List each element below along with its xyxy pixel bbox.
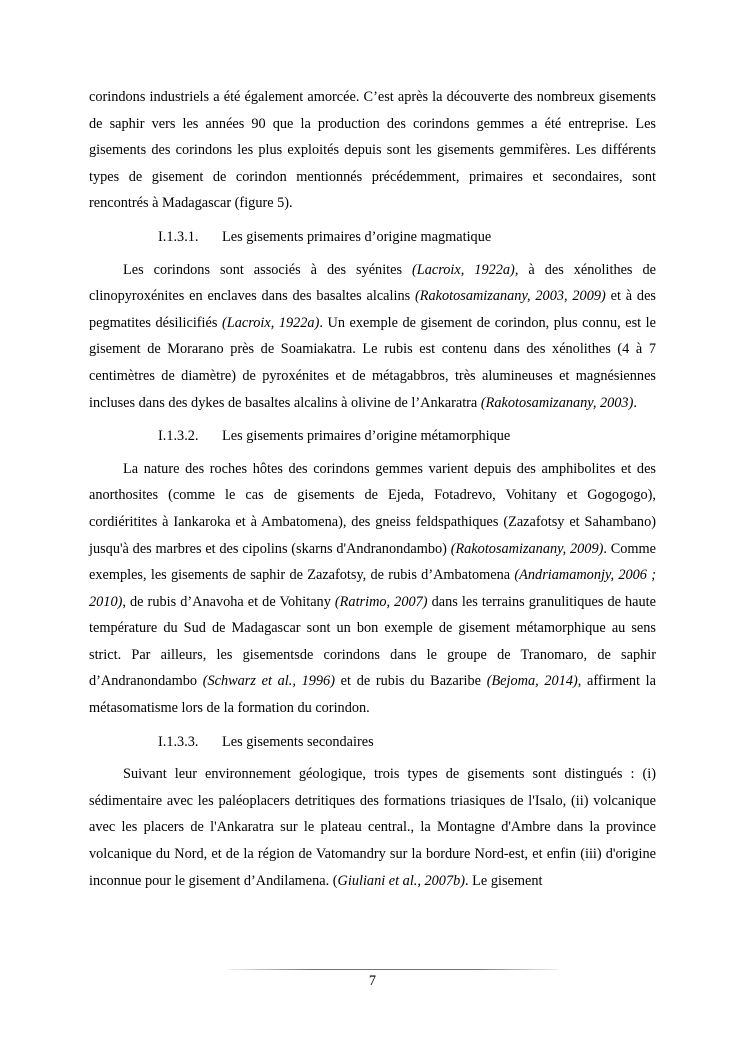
body-text: [89, 84, 656, 894]
section-title: Les gisements primaires d’origine magmatique: [222, 228, 492, 245]
section-number: I.1.3.2.: [158, 428, 199, 445]
paragraph-secondary: Suivant leur environnement géologique, trois types de gisements sont distingués : (i) sédimentaire avec les paléoplacers detritiques des formations triasiques de l'Isalo, (ii) volcanique avec les placers de l'Ankaratra sur le plateau central., la Montagne d'Ambre dans la province volcanique du Nord, et de la région de Vatomandry sur la bordure Nord-est, et enfin (iii) d'origine inconnue pour le gisement d’Andilamena. (Giuliani et al., 2007b). Le gisement: [89, 766, 656, 889]
section-heading-1-1-3-2: [89, 423, 656, 450]
page-number: 7: [368, 973, 377, 989]
section-title: Les gisements primaires d’origine métamorphique: [222, 428, 511, 445]
paragraph-magmatic: Les corindons sont associés à des syénites (Lacroix, 1922a), à des xénolithes de clinopyroxénites en enclaves dans des basaltes alcalins (Rakotosamizanany, 2003, 2009) et à des pegmatites désilicifiés (Lacroix, 1922a). Un exemple de gisement de corindon, plus connu, est le gisement de Morarano près de Soamiakatra. Le rubis est contenu dans des xénolithes (4 à 7 centimètres de diamètre) de pyroxénites et de métagabbros, très alumineuses et magnésiennes incluses dans des dykes de basaltes alcalins à olivine de l’Ankaratra (Rakotosamizanany, 2003).: [89, 261, 657, 411]
paragraph-metamorphic: La nature des roches hôtes des corindons gemmes varient depuis des amphibolites et des anorthosites (comme le cas de gisements de Ejeda, Fotadrevo, Vohitany et Gogogogo), cordiéritites à Iankaroka et à Ambatomena), des gneiss feldspathiques (Zazafotsy et Sahambano) jusqu'à des marbres et des cipolins (skarns d'Andranondambo) (Rakotosamizanany, 2009). Comme exemples, les gisements de saphir de Zazafotsy, de rubis d’Ambatomena (Andriamamonjy, 2006 ; 2010), de rubis d’Anavoha et de Vohitany (Ratrimo, 2007) dans les terrains granulitiques de haute température du Sud de Madagascar sont un bon exemple de gisement métamorphique au sens strict. Par ailleurs, les gisementsde corindons dans le groupe de Tranomaro, de saphir d’Andranondambo (Schwarz et al., 1996) et de rubis du Bazaribe (Bejoma, 2014), affirment la métasomatisme lors de la formation du corindon.: [89, 460, 656, 717]
section-heading-1-1-3-3: [89, 729, 656, 756]
citation: (Schwarz et al., 1996): [202, 673, 335, 690]
citation: (Rakotosamizanany, 2009): [450, 540, 604, 557]
citation: Giuliani et al., 2007b): [337, 872, 466, 889]
section-title: Les gisements secondaires: [222, 733, 374, 750]
citation: (Andriamamonjy, 2006 ; 2010): [89, 567, 656, 610]
citation: (Lacroix, 1922a): [222, 314, 320, 331]
citation: (Rakotosamizanany, 2003, 2009): [415, 288, 606, 305]
citation: (Lacroix, 1922a): [412, 261, 515, 278]
section-heading-1-1-3-1: [89, 224, 656, 251]
paragraph-continuation: corindons industriels a été également amorcée. C’est après la découverte des nombreux gisements de saphir vers les années 90 que la production des corindons gemmes a été entreprise. Les gisements des corindons les plus exploités depuis sont les gisements gemmifères. Les différents types de gisement de corindon mentionnés précédemment, primaires et secondaires, sont rencontrés à Madagascar (figure 5).: [89, 89, 656, 212]
citation: (Ratrimo, 2007): [334, 593, 428, 610]
citation: (Bejoma, 2014): [486, 673, 578, 690]
section-number: I.1.3.1.: [158, 228, 199, 245]
section-number: I.1.3.3.: [158, 733, 199, 750]
citation: (Rakotosamizanany, 2003): [480, 394, 634, 411]
footer-divider: [228, 969, 558, 970]
